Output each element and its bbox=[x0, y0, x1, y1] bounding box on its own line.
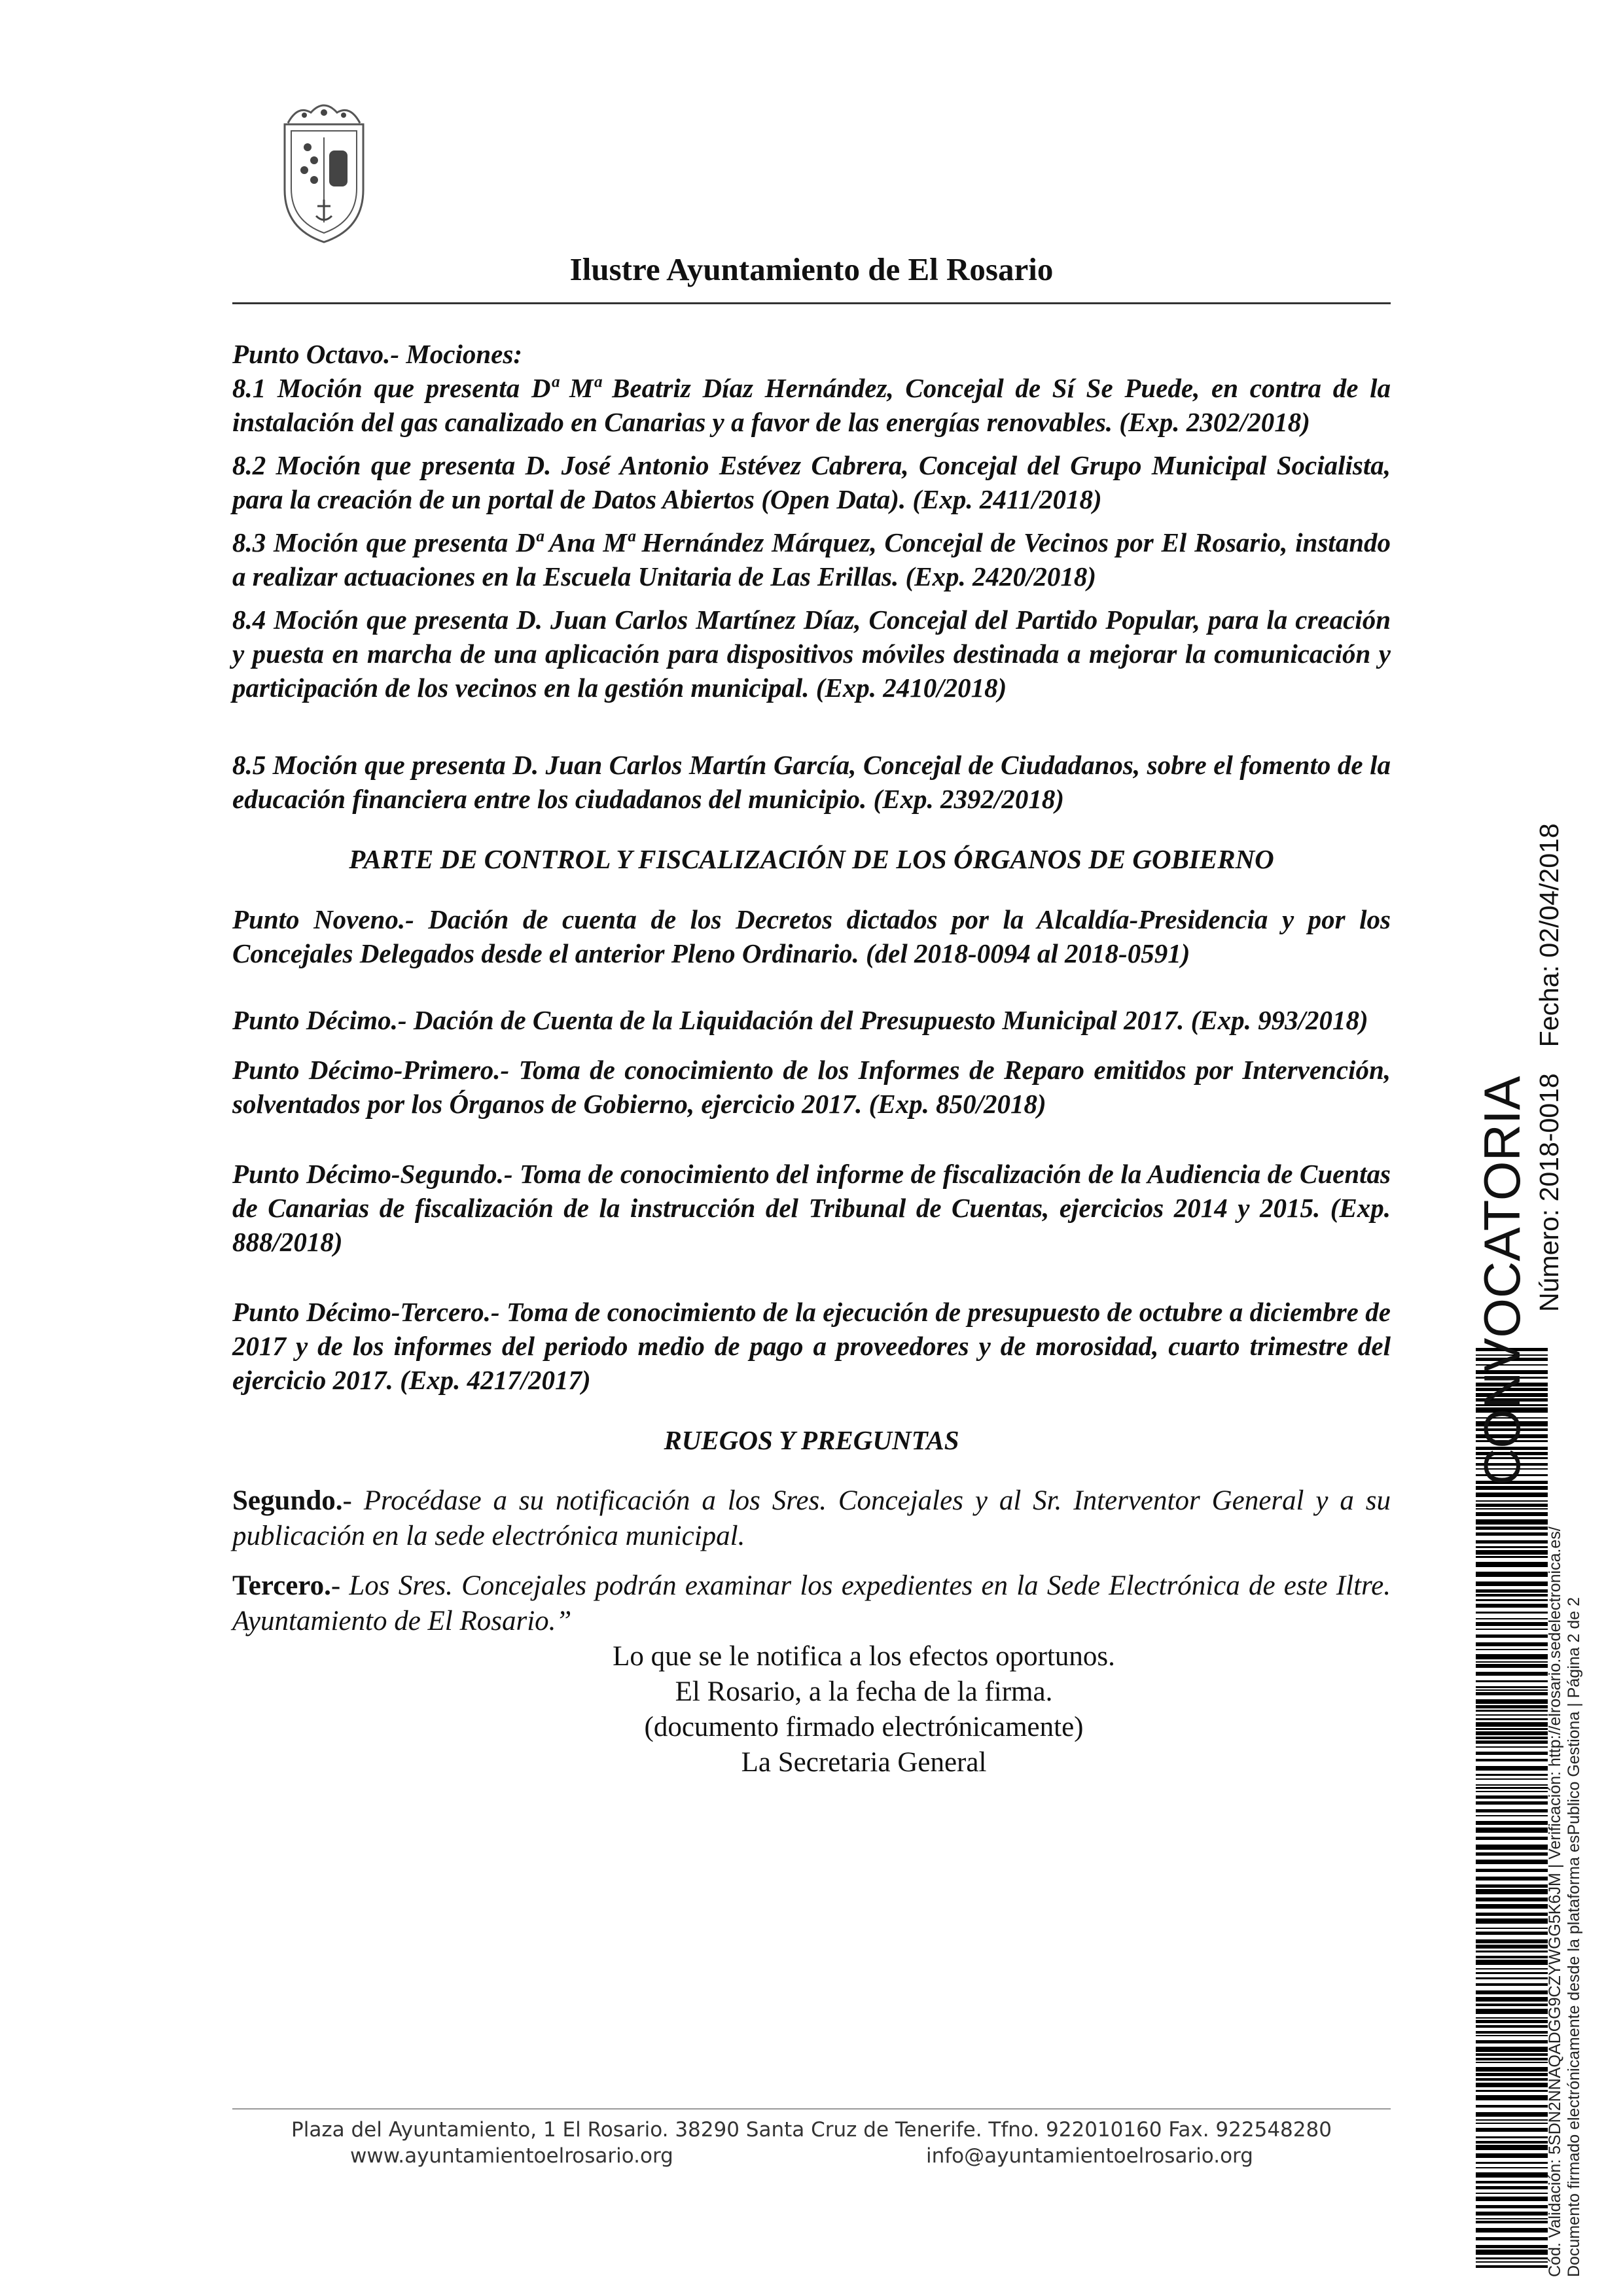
validation-text bbox=[1546, 1099, 1584, 2277]
coat-of-arms-logo bbox=[259, 98, 389, 249]
punto-octavo-heading: Punto Octavo.- Mociones: bbox=[232, 339, 522, 369]
segundo-label: Segundo. bbox=[232, 1485, 343, 1516]
punto-noveno: Punto Noveno.- Dación de cuenta de los Decretos dictados por la Alcaldía-Presidencia y por los Concejales Delegados desde el anterior Pleno Ordinario. (del 2018-0094 al 2018-0591) bbox=[232, 904, 1391, 968]
validation-line-1: Cód. Validación: 5SDN2NNAQADGG9CZYWGG5K6JM | Verificación: http://elrosario.sedelectronica.es/ bbox=[1546, 1527, 1564, 2277]
segundo-paragraph bbox=[232, 1483, 1391, 1554]
stamp-title: CONVOCATORIA bbox=[1473, 1076, 1531, 1485]
tercero-text: - Los Sres. Concejales podrán examinar los expedientes en la Sede Electrónica de este Iltre. Ayuntamiento de El Rosario.” bbox=[232, 1570, 1391, 1636]
control-section-heading: PARTE DE CONTROL Y FISCALIZACIÓN DE LOS ÓRGANOS DE GOBIERNO bbox=[349, 844, 1274, 874]
stamp-fecha: Fecha: 02/04/2018 bbox=[1534, 823, 1564, 1048]
mocion-8-3: 8.3 Moción que presenta Dª Ana Mª Hernández Márquez, Concejal de Vecinos por El Rosario, instando a realizar actuaciones en la Escuela Unitaria de Las Erillas. (Exp. 2420/2018) bbox=[232, 527, 1391, 592]
document-body bbox=[232, 337, 1391, 1780]
closing-line-4: La Secretaria General bbox=[741, 1747, 987, 1778]
stamp-numero: Número: 2018-0018 bbox=[1534, 1073, 1564, 1312]
footer-address: Plaza del Ayuntamiento, 1 El Rosario. 38290 Santa Cruz de Tenerife. Tfno. 922010160 Fax. 922548280 bbox=[291, 2118, 1332, 2142]
punto-decimo: Punto Décimo.- Dación de Cuenta de la Liquidación del Presupuesto Municipal 2017. (Exp. 993/2018) bbox=[232, 1005, 1368, 1035]
ruegos-heading: RUEGOS Y PREGUNTAS bbox=[664, 1425, 959, 1455]
punto-decimo-tercero: Punto Décimo-Tercero.- Toma de conocimiento de la ejecución de presupuesto de octubre a diciembre de 2017 y de los informes del periodo medio de pago a proveedores y de morosidad, cuarto trimestre del ejercicio 2017. (Exp. 4217/2017) bbox=[232, 1297, 1391, 1395]
mocion-8-2: 8.2 Moción que presenta D. José Antonio Estévez Cabrera, Concejal del Grupo Municipal Socialista, para la creación de un portal de Datos Abiertos (Open Data). (Exp. 2411/2018) bbox=[232, 450, 1391, 514]
tercero-paragraph bbox=[232, 1568, 1391, 1639]
closing-line-3: (documento firmado electrónicamente) bbox=[644, 1712, 1084, 1742]
segundo-text: - Procédase a su notificación a los Sres. Concejales y al Sr. Interventor General y a su publicación en la sede electrónica municipal. bbox=[232, 1485, 1391, 1551]
closing-line-2: El Rosario, a la fecha de la firma. bbox=[675, 1676, 1053, 1707]
validation-line-2: Documento firmado electrónicamente desde la plataforma esPublico Gestiona | Página 2 de 2 bbox=[1565, 1597, 1583, 2277]
footer bbox=[232, 2117, 1391, 2168]
punto-decimo-primero: Punto Décimo-Primero.- Toma de conocimiento de los Informes de Reparo emitidos por Intervención, solventados por los Órganos de Gobierno, ejercicio 2017. (Exp. 850/2018) bbox=[232, 1055, 1391, 1119]
footer-divider bbox=[232, 2108, 1391, 2110]
tercero-label: Tercero. bbox=[232, 1570, 331, 1601]
closing-line-1: Lo que se le notifica a los efectos oportunos. bbox=[613, 1641, 1115, 1672]
punto-decimo-segundo: Punto Décimo-Segundo.- Toma de conocimiento del informe de fiscalización de la Audiencia de Cuentas de Canarias de fiscalización de la instrucción del Tribunal de Cuentas, ejercicios 2014 y 2015. (Exp. 888/2018) bbox=[232, 1159, 1391, 1257]
footer-website: www.ayuntamientoelrosario.org bbox=[350, 2144, 673, 2168]
mocion-8-1: 8.1 Moción que presenta Dª Mª Beatriz Díaz Hernández, Concejal de Sí Se Puede, en contra de la instalación del gas canalizado en Canarias y a favor de las energías renovables. (Exp. 2302/2018) bbox=[232, 373, 1391, 437]
mocion-8-4: 8.4 Moción que presenta D. Juan Carlos Martínez Díaz, Concejal del Partido Popular, para la creación y puesta en marcha de una aplicación para dispositivos móviles destinada a mejorar la comunicación y participación de los vecinos en la gestión municipal. (Exp. 2410/2018) bbox=[232, 605, 1391, 703]
mocion-8-5: 8.5 Moción que presenta D. Juan Carlos Martín García, Concejal de Ciudadanos, sobre el fomento de la educación financiera entre los ciudadanos del municipio. (Exp. 2392/2018) bbox=[232, 750, 1391, 814]
footer-email: info@ayuntamientoelrosario.org bbox=[926, 2144, 1253, 2168]
page-title: Ilustre Ayuntamiento de El Rosario bbox=[569, 251, 1054, 287]
header-divider bbox=[232, 302, 1391, 304]
